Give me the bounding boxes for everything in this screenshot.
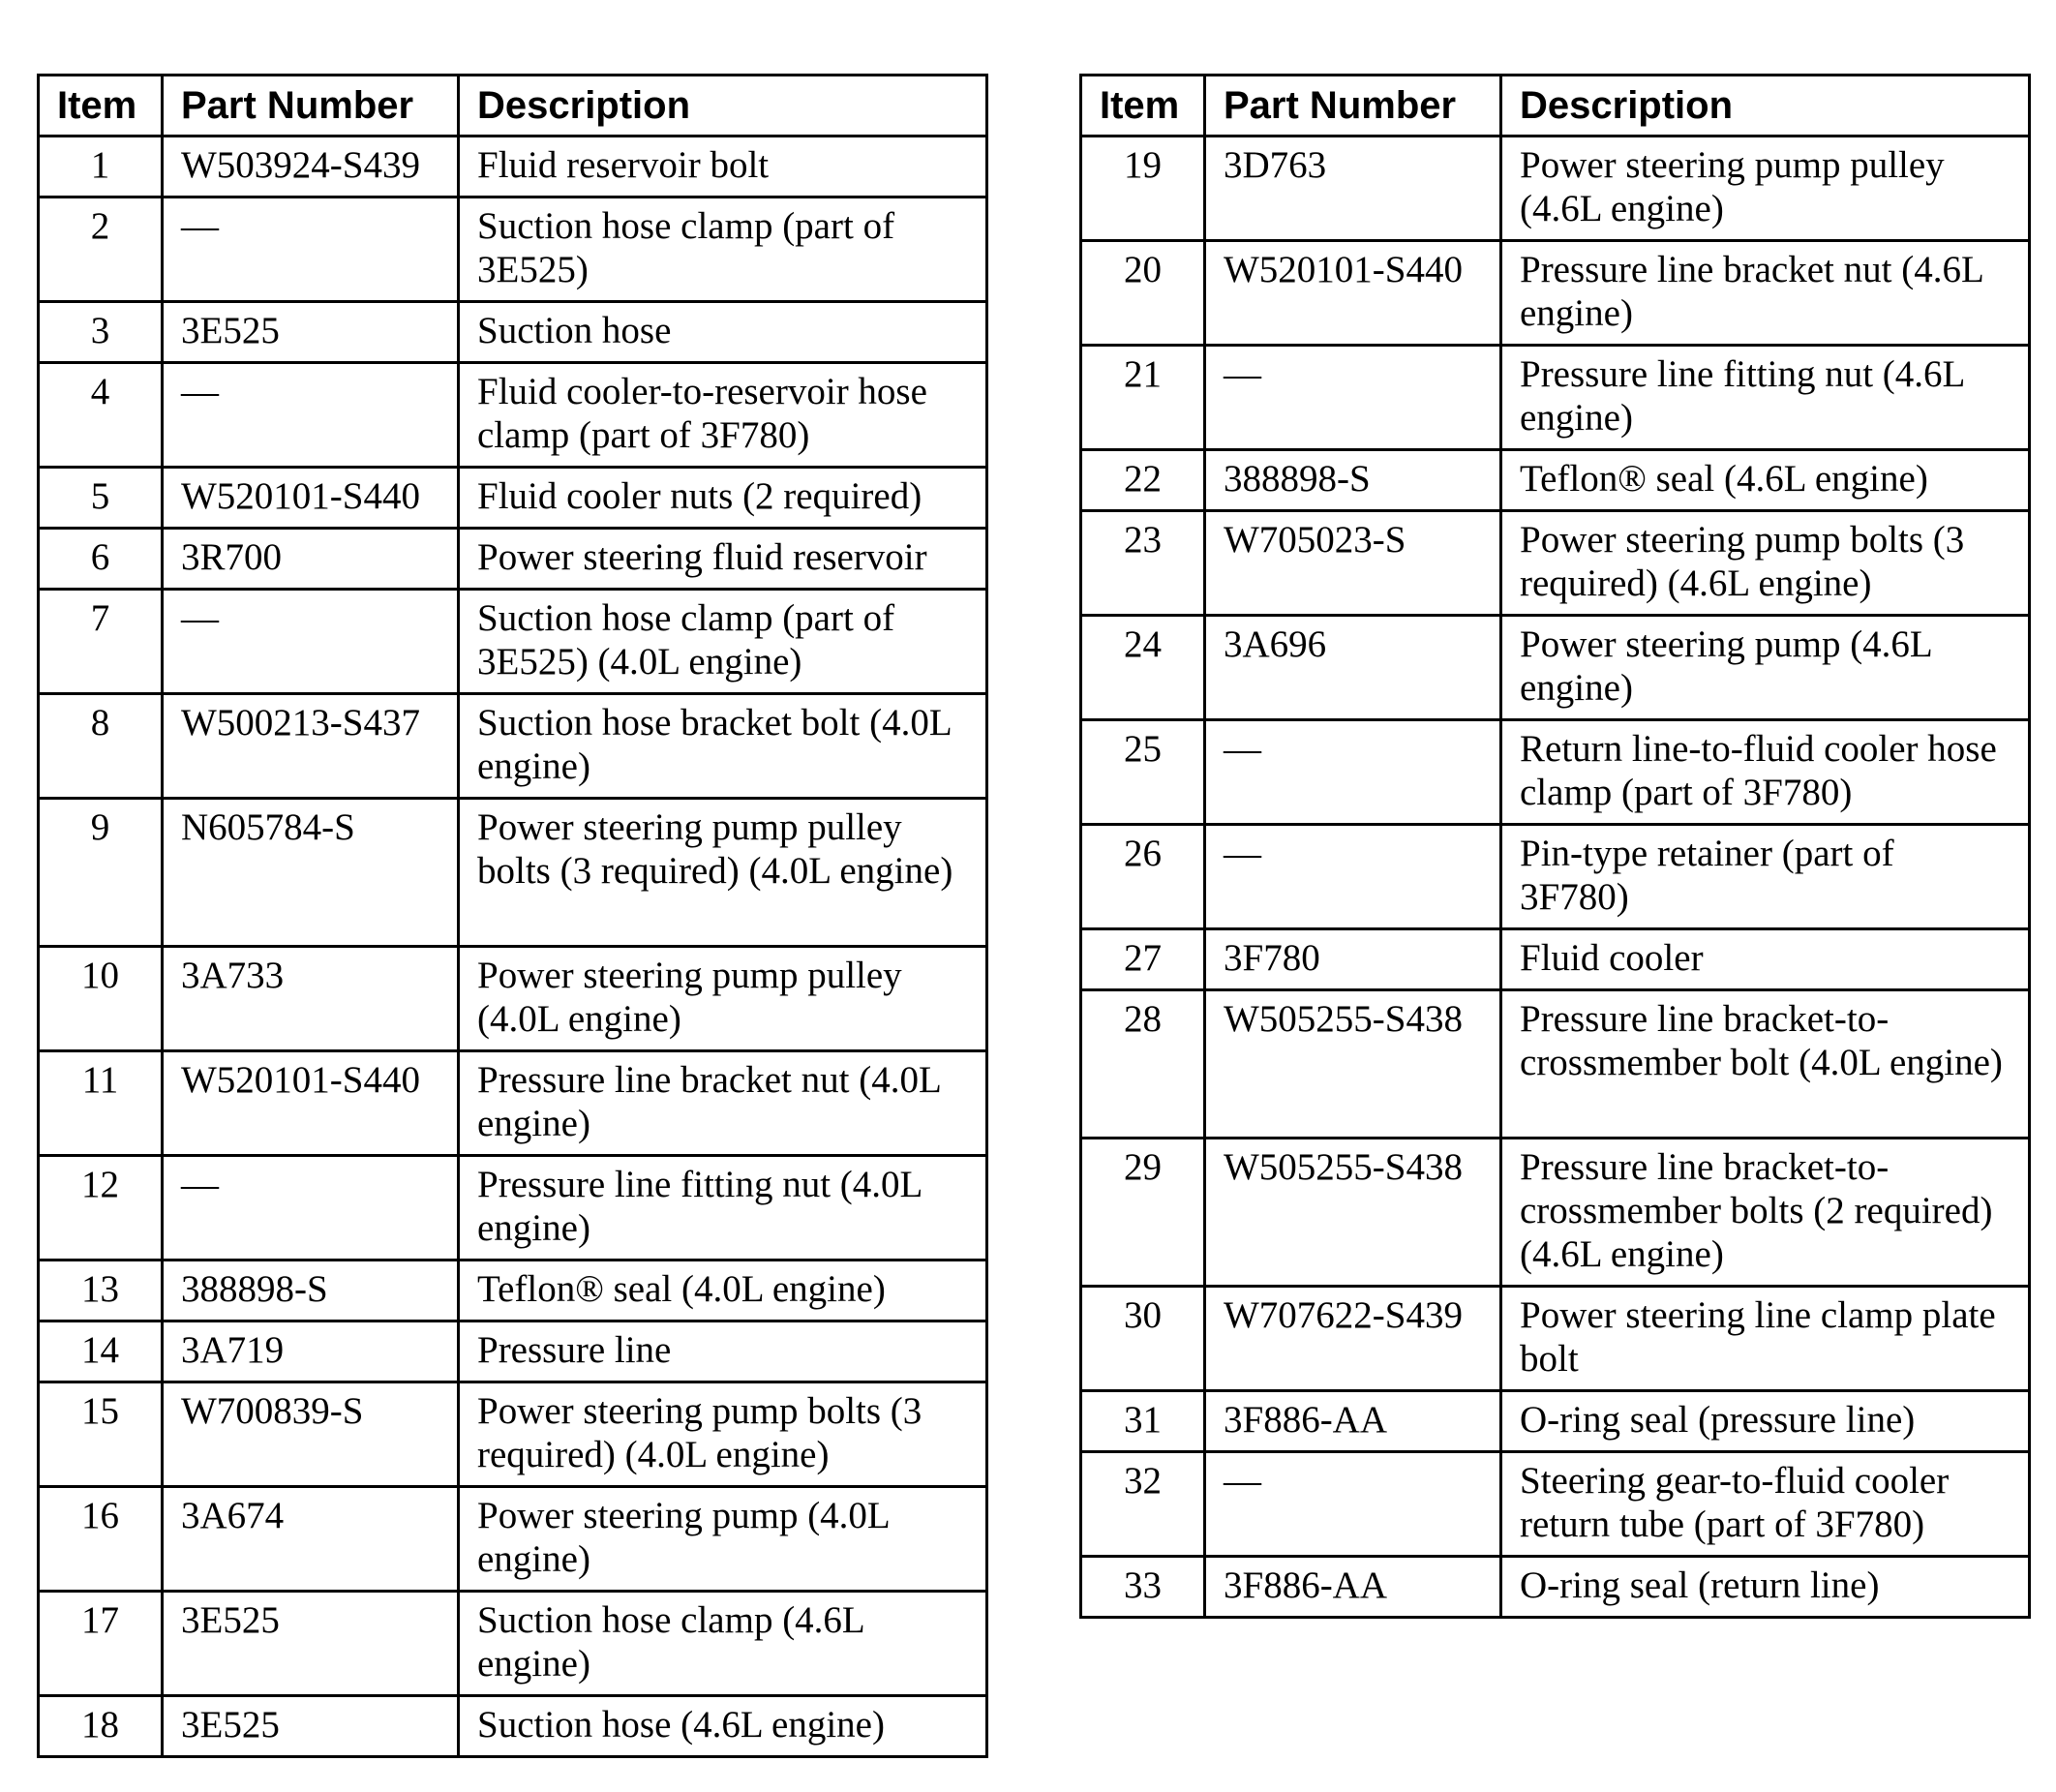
part-number: N605784-S [163, 799, 459, 947]
part-number: W700839-S [163, 1382, 459, 1487]
part-description: Pressure line bracket-to-crossmember bolts (2 required) (4.6L engine) [1501, 1139, 2030, 1287]
table-row [39, 363, 987, 468]
item-number: 12 [39, 1156, 163, 1260]
part-description: Pressure line bracket nut (4.0L engine) [459, 1051, 987, 1156]
column-header-description: Description [1501, 76, 2030, 137]
part-number: 3E525 [163, 1696, 459, 1757]
part-number: 3A733 [163, 947, 459, 1051]
item-number: 15 [39, 1382, 163, 1487]
table-row [1081, 1287, 2030, 1391]
part-description: Teflon® seal (4.0L engine) [459, 1260, 987, 1321]
parts-table-right [1079, 74, 2031, 1619]
table-row [1081, 616, 2030, 720]
part-description: Power steering pump bolts (3 required) (4.0L engine) [459, 1382, 987, 1487]
item-number: 30 [1081, 1287, 1205, 1391]
table-row [39, 1487, 987, 1592]
item-number: 25 [1081, 720, 1205, 825]
item-number: 9 [39, 799, 163, 947]
part-number: W705023-S [1205, 511, 1501, 616]
table-row [1081, 511, 2030, 616]
item-number: 21 [1081, 346, 1205, 450]
part-description: Pressure line fitting nut (4.6L engine) [1501, 346, 2030, 450]
part-number: 3F886-AA [1205, 1557, 1501, 1618]
part-number: W505255-S438 [1205, 990, 1501, 1139]
item-number: 24 [1081, 616, 1205, 720]
part-number: — [1205, 346, 1501, 450]
item-number: 32 [1081, 1452, 1205, 1557]
part-description: Fluid reservoir bolt [459, 137, 987, 197]
table-row [39, 1696, 987, 1757]
parts-table-left [37, 74, 988, 1758]
part-description: Teflon® seal (4.6L engine) [1501, 450, 2030, 511]
part-description: Suction hose clamp (4.6L engine) [459, 1592, 987, 1696]
part-description: O-ring seal (pressure line) [1501, 1391, 2030, 1452]
item-number: 29 [1081, 1139, 1205, 1287]
item-number: 26 [1081, 825, 1205, 929]
item-number: 14 [39, 1321, 163, 1382]
part-number: W707622-S439 [1205, 1287, 1501, 1391]
item-number: 16 [39, 1487, 163, 1592]
item-number: 8 [39, 694, 163, 799]
table-row [39, 529, 987, 590]
part-number: — [163, 197, 459, 302]
part-description: Pressure line bracket nut (4.6L engine) [1501, 241, 2030, 346]
part-number: W505255-S438 [1205, 1139, 1501, 1287]
part-description: Power steering line clamp plate bolt [1501, 1287, 2030, 1391]
part-number: — [163, 590, 459, 694]
part-description: Power steering pump (4.0L engine) [459, 1487, 987, 1592]
table-row [39, 947, 987, 1051]
part-number: 3E525 [163, 1592, 459, 1696]
table-row [39, 302, 987, 363]
item-number: 11 [39, 1051, 163, 1156]
part-description: Power steering pump pulley (4.0L engine) [459, 947, 987, 1051]
item-number: 22 [1081, 450, 1205, 511]
part-number: 3F780 [1205, 929, 1501, 990]
part-number: 3D763 [1205, 137, 1501, 241]
item-number: 3 [39, 302, 163, 363]
part-number: — [1205, 825, 1501, 929]
table-header-row [39, 76, 987, 137]
part-number: 3A719 [163, 1321, 459, 1382]
table-row [1081, 137, 2030, 241]
table-row [39, 468, 987, 529]
part-description: Power steering fluid reservoir [459, 529, 987, 590]
part-number: W520101-S440 [163, 468, 459, 529]
part-number: 388898-S [1205, 450, 1501, 511]
table-row [39, 1051, 987, 1156]
table-row [1081, 1139, 2030, 1287]
item-number: 27 [1081, 929, 1205, 990]
column-header-item: Item [1081, 76, 1205, 137]
part-description: Suction hose clamp (part of 3E525) (4.0L engine) [459, 590, 987, 694]
table-row [1081, 990, 2030, 1139]
table-row [1081, 825, 2030, 929]
part-number: 3E525 [163, 302, 459, 363]
part-description: Fluid cooler nuts (2 required) [459, 468, 987, 529]
table-row [39, 799, 987, 947]
part-description: Fluid cooler-to-reservoir hose clamp (part of 3F780) [459, 363, 987, 468]
part-description: Suction hose bracket bolt (4.0L engine) [459, 694, 987, 799]
part-description: Power steering pump pulley bolts (3 required) (4.0L engine) [459, 799, 987, 947]
part-description: Pressure line bracket-to-crossmember bolt (4.0L engine) [1501, 990, 2030, 1139]
part-description: Pin-type retainer (part of 3F780) [1501, 825, 2030, 929]
part-number: — [1205, 720, 1501, 825]
part-number: W503924-S439 [163, 137, 459, 197]
table-row [39, 590, 987, 694]
item-number: 13 [39, 1260, 163, 1321]
table-row [39, 694, 987, 799]
item-number: 18 [39, 1696, 163, 1757]
table-row [1081, 450, 2030, 511]
part-description: Pressure line fitting nut (4.0L engine) [459, 1156, 987, 1260]
table-row [1081, 1391, 2030, 1452]
table-row [39, 1156, 987, 1260]
table-row [39, 1382, 987, 1487]
part-description: O-ring seal (return line) [1501, 1557, 2030, 1618]
part-description: Power steering pump pulley (4.6L engine) [1501, 137, 2030, 241]
part-number: 3F886-AA [1205, 1391, 1501, 1452]
part-description: Suction hose (4.6L engine) [459, 1696, 987, 1757]
item-number: 19 [1081, 137, 1205, 241]
item-number: 5 [39, 468, 163, 529]
part-description: Power steering pump (4.6L engine) [1501, 616, 2030, 720]
part-description: Fluid cooler [1501, 929, 2030, 990]
table-header-row [1081, 76, 2030, 137]
part-number: — [163, 1156, 459, 1260]
part-number: W520101-S440 [1205, 241, 1501, 346]
table-row [1081, 1557, 2030, 1618]
part-number: W500213-S437 [163, 694, 459, 799]
part-number: — [163, 363, 459, 468]
part-description: Steering gear-to-fluid cooler return tube (part of 3F780) [1501, 1452, 2030, 1557]
part-number: — [1205, 1452, 1501, 1557]
table-row [1081, 241, 2030, 346]
part-number: 3R700 [163, 529, 459, 590]
table-row [39, 137, 987, 197]
item-number: 31 [1081, 1391, 1205, 1452]
item-number: 17 [39, 1592, 163, 1696]
part-number: 388898-S [163, 1260, 459, 1321]
item-number: 6 [39, 529, 163, 590]
item-number: 10 [39, 947, 163, 1051]
part-description: Suction hose [459, 302, 987, 363]
part-description: Power steering pump bolts (3 required) (4.6L engine) [1501, 511, 2030, 616]
part-description: Return line-to-fluid cooler hose clamp (part of 3F780) [1501, 720, 2030, 825]
item-number: 4 [39, 363, 163, 468]
item-number: 23 [1081, 511, 1205, 616]
item-number: 20 [1081, 241, 1205, 346]
table-row [39, 197, 987, 302]
item-number: 33 [1081, 1557, 1205, 1618]
part-number: 3A696 [1205, 616, 1501, 720]
column-header-item: Item [39, 76, 163, 137]
table-row [1081, 1452, 2030, 1557]
item-number: 7 [39, 590, 163, 694]
table-row [39, 1321, 987, 1382]
table-row [39, 1592, 987, 1696]
item-number: 1 [39, 137, 163, 197]
column-header-part-number: Part Number [163, 76, 459, 137]
item-number: 28 [1081, 990, 1205, 1139]
table-row [1081, 720, 2030, 825]
table-row [1081, 346, 2030, 450]
table-row [39, 1260, 987, 1321]
part-description: Suction hose clamp (part of 3E525) [459, 197, 987, 302]
part-number: W520101-S440 [163, 1051, 459, 1156]
part-number: 3A674 [163, 1487, 459, 1592]
part-description: Pressure line [459, 1321, 987, 1382]
column-header-description: Description [459, 76, 987, 137]
item-number: 2 [39, 197, 163, 302]
column-header-part-number: Part Number [1205, 76, 1501, 137]
table-row [1081, 929, 2030, 990]
